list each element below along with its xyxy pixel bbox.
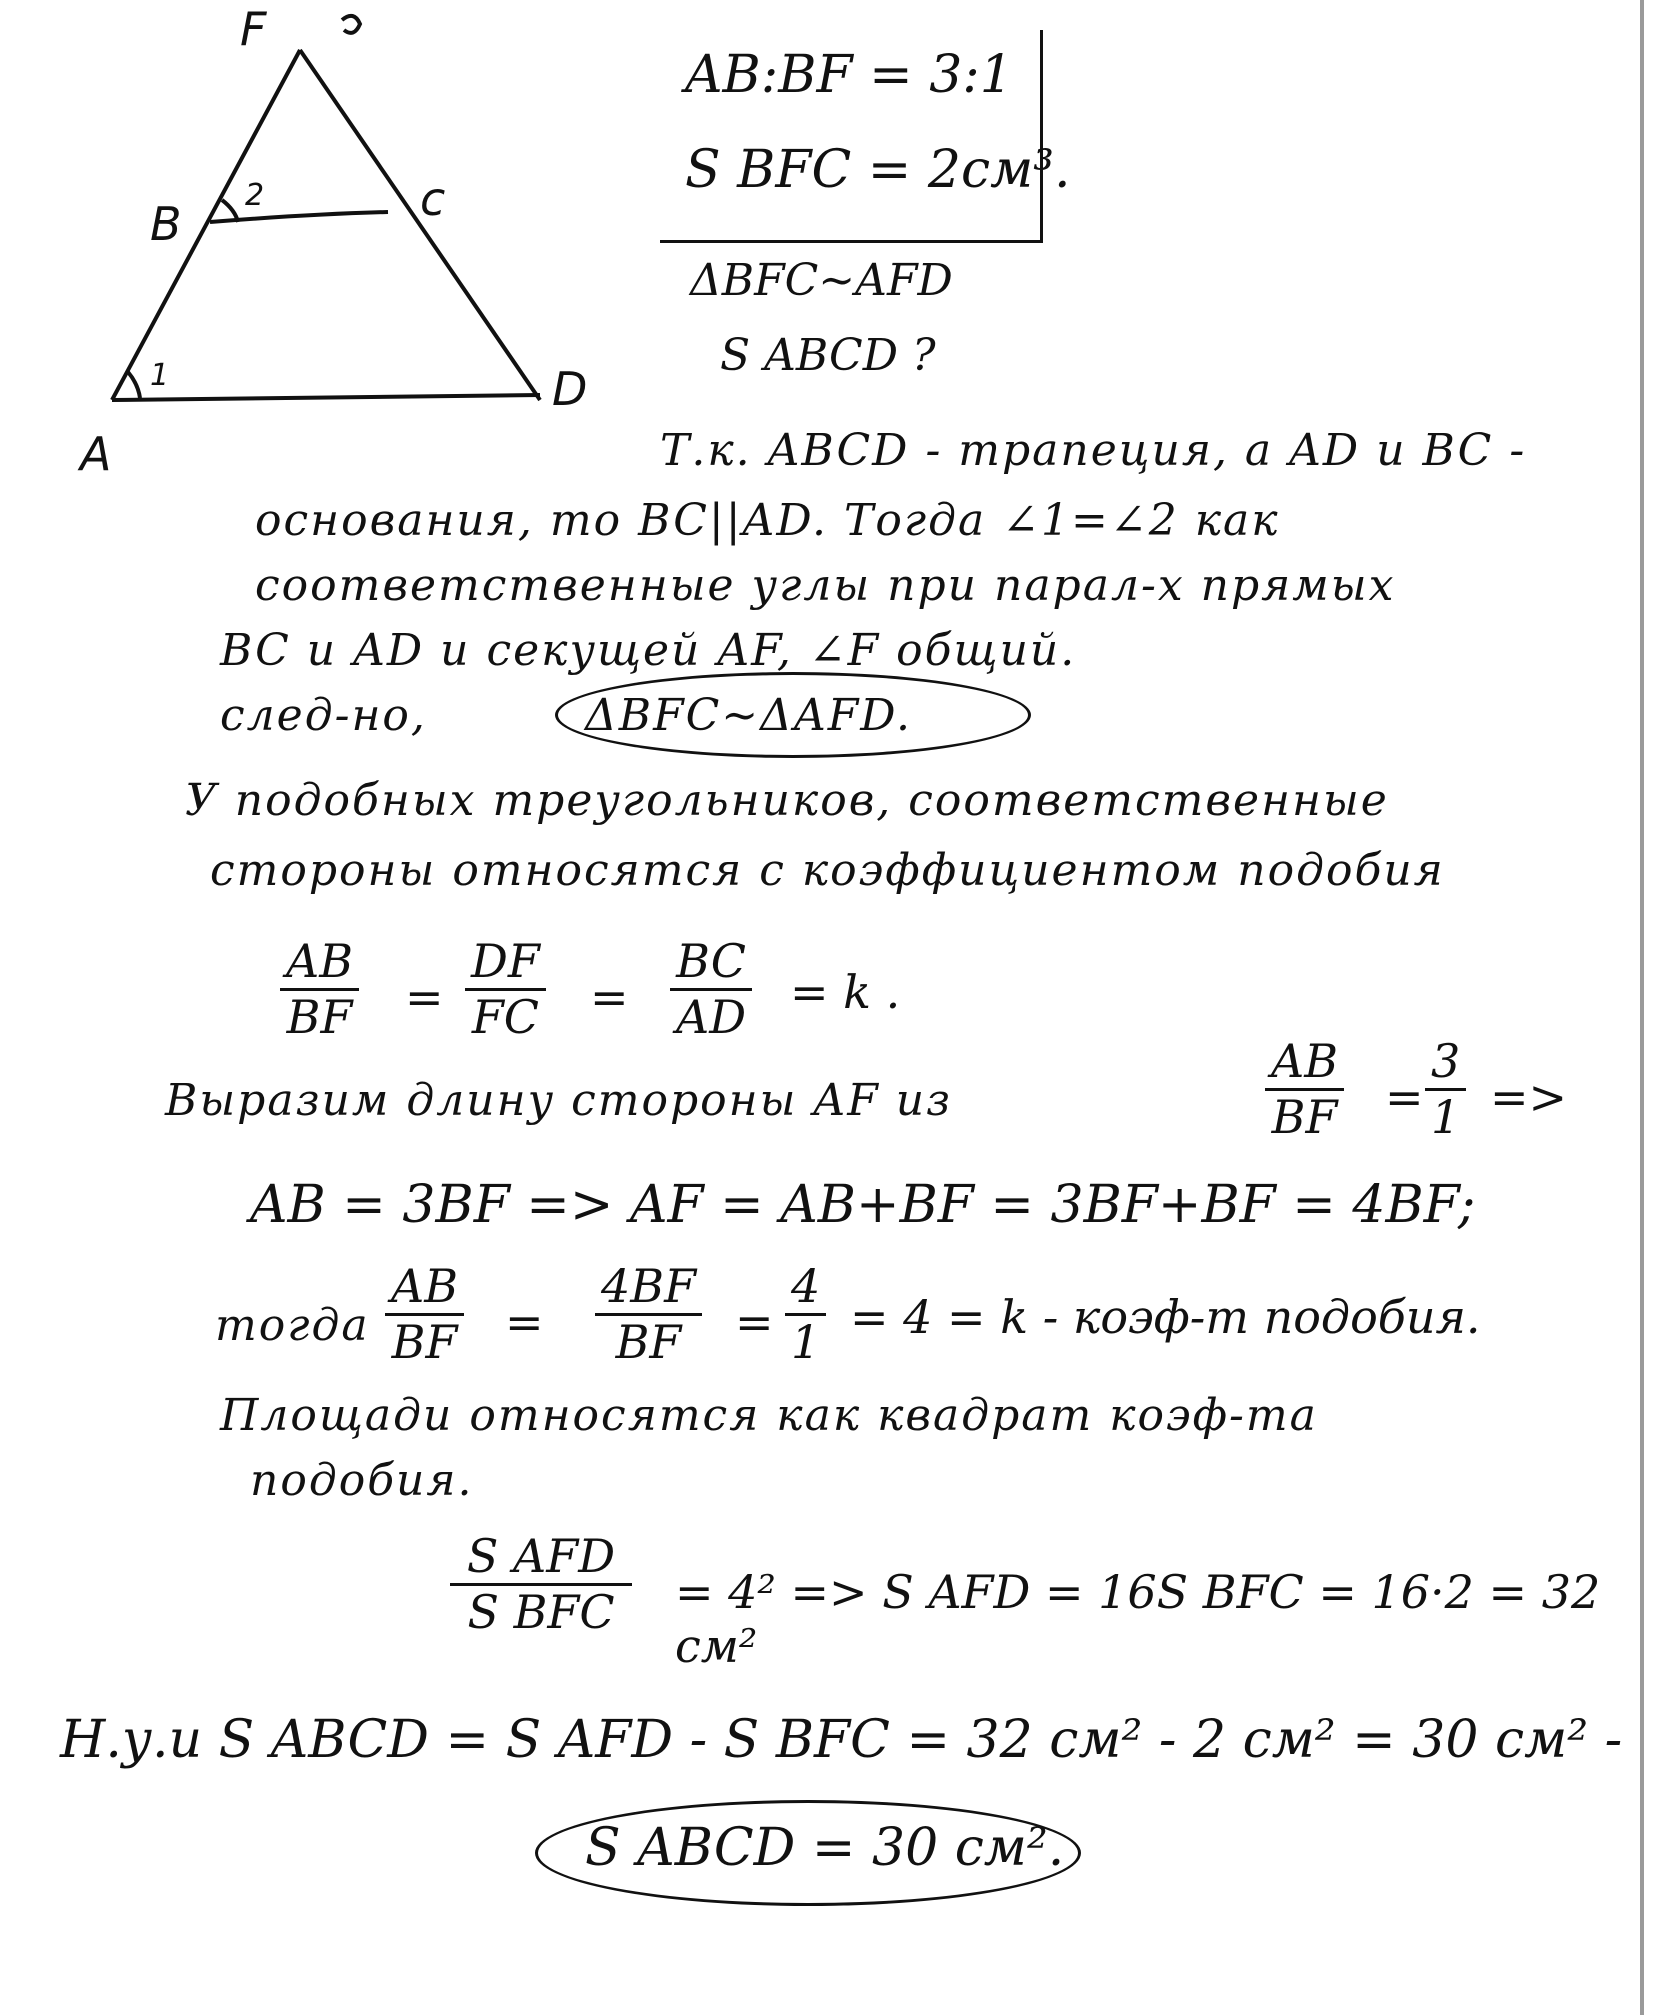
fraction-numerator: S AFD [450,1530,632,1586]
fraction-denominator: BF [286,989,353,1044]
label-d: D [552,362,588,416]
ratio-text-line-2: стороны относятся с коэффициентом подобия [210,845,1445,896]
equals-sign: = [735,1295,774,1349]
stray-mark [342,16,360,33]
areas-text-line-2: подобия. [250,1455,474,1506]
fraction-3-1 [1425,1035,1466,1144]
equals-sign: = [505,1295,544,1349]
proof-line-3: соответственные углы при парал-х прямых [255,560,1396,611]
areas-text-line-1: Площади относятся как квадрат коэф-та [220,1390,1318,1441]
fraction-numerator: 3 [1425,1035,1466,1091]
angle-2-label: 2 [245,178,265,213]
fraction-ab-bf [280,935,359,1044]
fraction-area-ratio [450,1530,632,1639]
express-af-text: Выразим длину стороны AF из [165,1075,953,1126]
fraction-denominator: 1 [1431,1089,1461,1144]
base-ad [112,395,540,400]
fraction-ab-bf-2 [385,1260,464,1369]
coefficient-result: = 4 = k - коэф-т подобия. [850,1290,1481,1344]
angle-1-label: 1 [150,358,170,393]
angle-1-arc [128,372,140,398]
fraction-denominator: FC [471,989,539,1044]
fraction-4-1 [785,1260,826,1369]
fraction-numerator: AB [1265,1035,1344,1091]
given-area: S BFC = 2см³. [685,140,1071,200]
fraction-denominator: 1 [791,1314,821,1369]
af-equation: AB = 3BF => AF = AB+BF = 3BF+BF = 4BF; [250,1175,1476,1235]
proof-line-2: основания, то BC||AD. Тогда ∠1=∠2 как [255,495,1280,546]
fraction-denominator: BF [1271,1089,1338,1144]
side-af [112,50,300,400]
fraction-numerator: BC [670,935,752,991]
page-edge-line [1640,0,1644,2015]
equals-sign: = [590,970,629,1024]
then-word: тогда [215,1300,370,1351]
trapezoid-figure [80,0,630,481]
fraction-denominator: BF [391,1314,458,1369]
proof-line-4: BC и AD и секущей AF, ∠F общий. [220,625,1077,676]
label-f: F [240,2,267,56]
area-equation: = 4² => S AFD = 16S BFC = 16·2 = 32 см² [675,1565,1601,1673]
proof-line-1: Т.к. ABCD - трапеция, а AD и BC - [660,425,1527,476]
fraction-numerator: AB [385,1260,464,1316]
given-ratio: AB:BF = 3:1 [685,45,1013,105]
equals-sign: = [405,970,444,1024]
given-question: S ABCD ? [720,330,936,381]
fraction-denominator: AD [676,989,747,1044]
proof-line-5: след-но, [220,690,427,741]
label-c: c [420,172,446,226]
equals-sign: = [1385,1070,1424,1124]
fraction-denominator: BF [615,1314,682,1369]
fraction-numerator: 4BF [595,1260,702,1316]
fraction-numerator: DF [465,935,546,991]
fraction-4bf-bf [595,1260,702,1369]
final-answer: S ABCD = 30 см². [585,1818,1065,1878]
fraction-numerator: AB [280,935,359,991]
fraction-denominator: S BFC [467,1584,615,1639]
fraction-numerator: 4 [785,1260,826,1316]
implies-arrow: => [1490,1070,1568,1124]
similarity-boxed: ΔBFC∼ΔAFD. [585,690,912,741]
ratio-text-line-1: У подобных треугольников, соответственные [185,775,1389,826]
label-a: A [80,427,112,481]
area-difference-line: Н.у.и S ABCD = S AFD - S BFC = 32 см² - 2 см² = 30 см² - [60,1710,1623,1770]
coefficient-k: = k . [790,965,901,1019]
label-b: B [150,197,182,251]
fraction-df-fc [465,935,546,1044]
given-similar: ΔBFC∼AFD [690,255,953,306]
fraction-ab-bf-given [1265,1035,1344,1144]
fraction-bc-ad [670,935,752,1044]
